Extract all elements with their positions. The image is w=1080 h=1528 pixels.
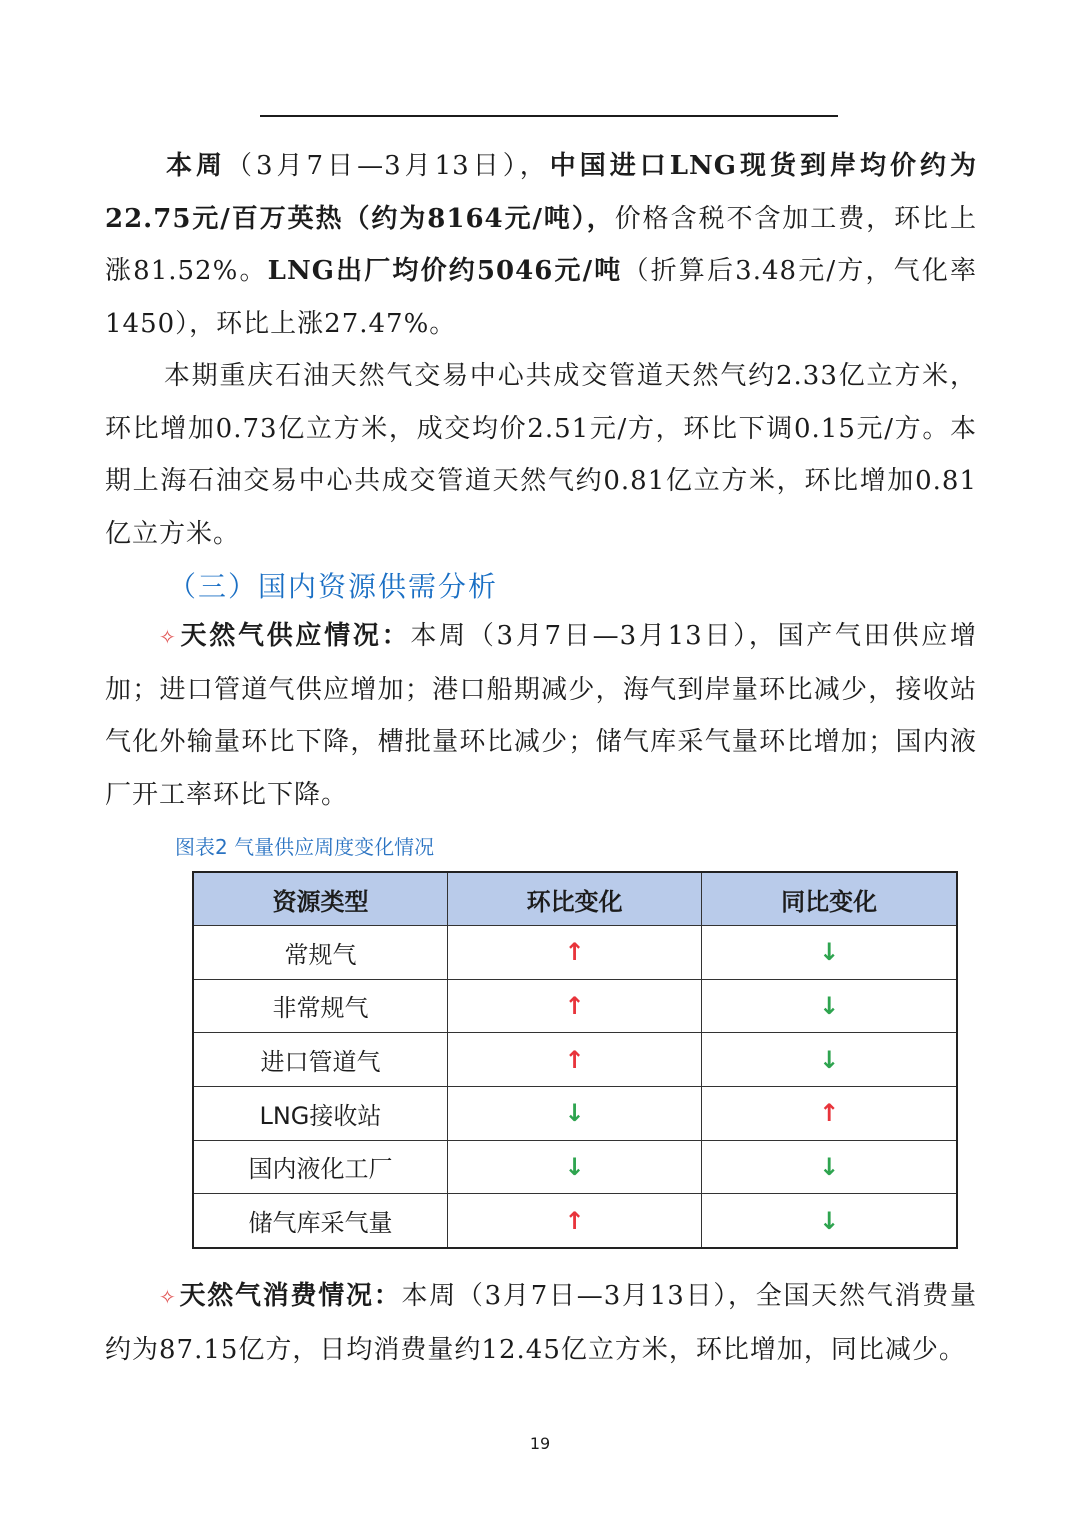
resource-type-cell: LNG接收站 (193, 1086, 447, 1140)
price-paragraph (105, 140, 977, 350)
section-heading: （三）国内资源供需分析 (168, 570, 499, 603)
arrow-up-icon: ↑ (447, 1194, 701, 1248)
table-row (193, 1086, 957, 1140)
table-row (193, 1140, 957, 1194)
arrow-up-icon: ↑ (447, 1033, 701, 1087)
arrow-down-icon: ↓ (702, 1140, 957, 1194)
arrow-down-icon: ↓ (702, 979, 957, 1033)
header-yoy: 同比变化 (702, 872, 957, 926)
factory-note: （折算后3.48元/方，气化率1450），环比上涨27.47%。 (105, 256, 977, 339)
arrow-up-icon: ↑ (702, 1086, 957, 1140)
table-row (193, 1194, 957, 1248)
date-range: （3月7日—3月13日）， (226, 151, 550, 181)
header-mom: 环比变化 (447, 872, 701, 926)
diamond-icon: ✧ (159, 1285, 177, 1309)
diamond-icon: ✧ (159, 625, 177, 649)
arrow-down-icon: ↓ (447, 1140, 701, 1194)
page-number: 19 (529, 1434, 551, 1453)
table-header-row (193, 872, 957, 926)
consumption-paragraph (105, 1270, 977, 1376)
consumption-text: 本周（3月7日—3月13日），全国天然气消费量约为87.15亿方，日均消费量约12.45亿立方米，环比增加，同比减少。 (105, 1281, 977, 1365)
resource-type-cell: 非常规气 (193, 979, 447, 1033)
bold-import-price: 中国进口LNG现货到岸均价约为22.75元/百万英热（约为8164元/吨）， (105, 151, 977, 234)
resource-type-cell: 储气库采气量 (193, 1194, 447, 1248)
consumption-label: 天然气消费情况： (178, 1281, 402, 1311)
header-rule (260, 115, 838, 117)
table-caption: 图表2 气量供应周度变化情况 (175, 835, 435, 859)
supply-text: 本周（3月7日—3月13日），国产气田供应增加；进口管道气供应增加；港口船期减少，海气到岸量环比减少，接收站气化外输量环比下降，槽批量环比减少；储气库采气量环比增加；国内液厂开工率环比下降。 (105, 621, 977, 810)
resource-type-cell: 进口管道气 (193, 1033, 447, 1087)
arrow-down-icon: ↓ (702, 1033, 957, 1087)
bold-factory-price: LNG出厂均价约5046元/吨 (267, 256, 623, 286)
price-note: 价格含税不含加工费，环比上涨81.52%。 (105, 203, 977, 286)
resource-type-cell: 常规气 (193, 926, 447, 980)
header-resource-type: 资源类型 (193, 872, 447, 926)
table-row (193, 979, 957, 1033)
supply-label: 天然气供应情况： (178, 621, 411, 651)
arrow-down-icon: ↓ (702, 926, 957, 980)
arrow-down-icon: ↓ (447, 1086, 701, 1140)
table-row (193, 1033, 957, 1087)
supply-change-table (192, 871, 958, 1249)
arrow-up-icon: ↑ (447, 926, 701, 980)
arrow-down-icon: ↓ (702, 1194, 957, 1248)
bold-this-week: 本周 (163, 151, 227, 181)
trading-text: 本期重庆石油天然气交易中心共成交管道天然气约2.33亿立方米，环比增加0.73亿立方米，成交均价2.51元/方，环比下调0.15元/方。本期上海石油交易中心共成交管道天然气约0.81亿立方米，环比增加0.81亿立方米。 (105, 361, 977, 549)
trading-paragraph (105, 350, 977, 560)
table-row (193, 926, 957, 980)
supply-paragraph (105, 610, 977, 821)
resource-type-cell: 国内液化工厂 (193, 1140, 447, 1194)
arrow-up-icon: ↑ (447, 979, 701, 1033)
